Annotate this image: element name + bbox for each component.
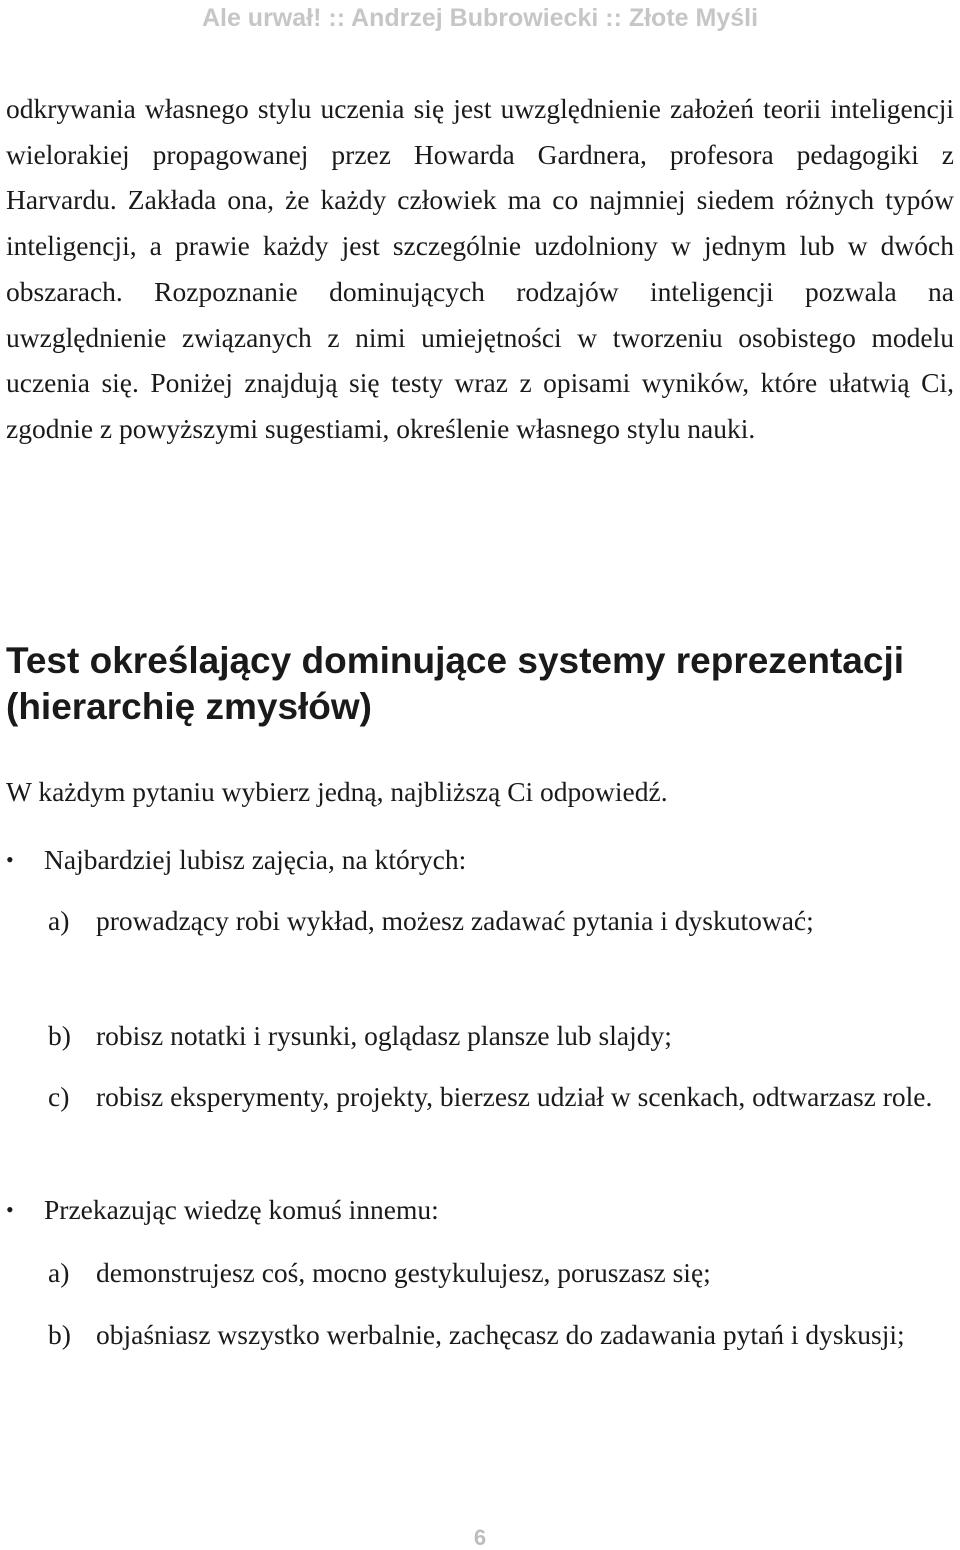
answer-option — [48, 1308, 954, 1362]
running-header: Ale urwał! :: Andrzej Bubrowiecki :: Złote Myśli — [201, 4, 759, 32]
bullet-icon: • — [6, 1197, 14, 1222]
section-title: Test określający dominujące systemy reprezentacji (hierarchię zmysłów) — [6, 640, 905, 727]
answer-text: objaśniasz wszystko werbalnie, zachęcasz do zadawania pytań i dyskusji; — [96, 1319, 905, 1350]
question-text: Najbardziej lubisz zajęcia, na których: — [44, 844, 467, 875]
bullet-icon: • — [6, 847, 14, 872]
question-text: Przekazując wiedzę komuś innemu: — [44, 1194, 439, 1225]
answer-letter: b) — [48, 1020, 71, 1051]
answer-text: robisz eksperymenty, projekty, bierzesz udział w scenkach, odtwarzasz role. — [96, 1081, 933, 1112]
answer-option — [48, 894, 954, 948]
page-number: 6 — [473, 1525, 487, 1550]
answer-option — [48, 1070, 954, 1124]
answer-letter: c) — [48, 1081, 70, 1112]
test-instruction: W każdym pytaniu wybierz jedną, najbliższą Ci odpowiedź. — [6, 776, 668, 807]
answer-letter: a) — [48, 905, 70, 936]
answer-text: demonstrujesz coś, mocno gestykulujesz, poruszasz się; — [96, 1257, 711, 1288]
answer-option — [48, 1009, 954, 1063]
answer-text: robisz notatki i rysunki, oglądasz plansze lub slajdy; — [96, 1020, 672, 1051]
answer-text: prowadzący robi wykład, możesz zadawać pytania i dyskutować; — [96, 905, 814, 936]
intro-paragraph: odkrywania własnego stylu uczenia się jest uwzględnienie założeń teorii inteligencji wielorakiej propagowanej przez Howarda Gardnera, profesora pedagogiki z Harvardu. Zakłada ona, że każdy człowiek ma co najmniej siedem różnych typów inteligencji, a prawie każdy jest szczególnie uzdolniony w jednym lub w dwóch obszarach. Rozpoznanie dominujących rodzajów inteligencji pozwala na uwzględnienie związanych z nimi umiejętności w tworzeniu osobistego modelu uczenia się. Poniżej znajdują się testy wraz z opisami wyników, które ułatwią Ci, zgodnie z powyższymi sugestiami, określenie własnego stylu nauki. — [6, 93, 954, 444]
answer-letter: b) — [48, 1319, 71, 1350]
answer-letter: a) — [48, 1257, 70, 1288]
answer-option — [48, 1246, 954, 1300]
